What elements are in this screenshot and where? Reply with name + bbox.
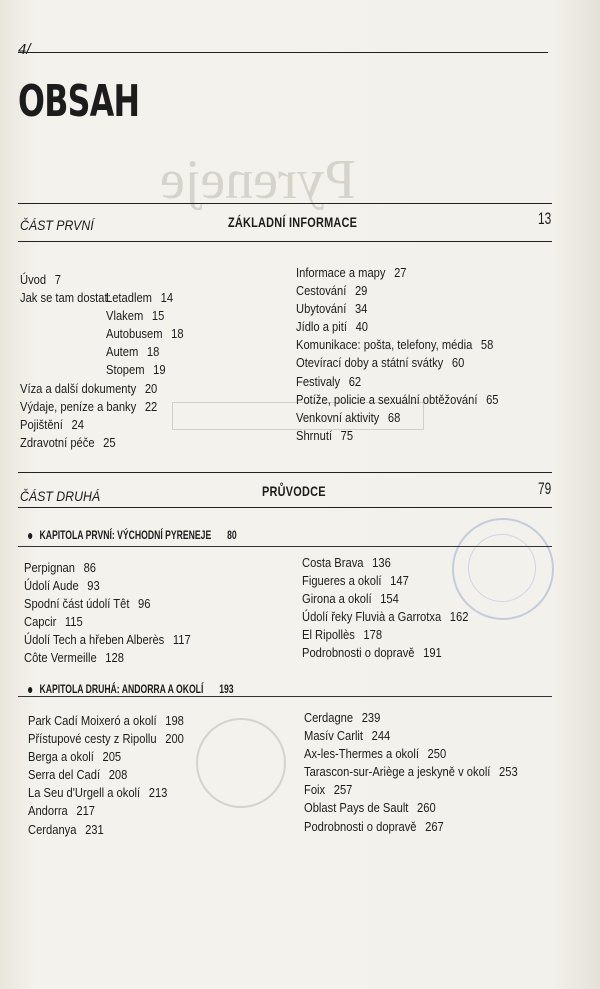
entry-page: 96 (138, 596, 151, 612)
toc-entry[interactable] (106, 308, 184, 326)
chapter2-rule (18, 696, 552, 697)
entry-title: Tarascon-sur-Ariège a jeskyně v okolí (304, 764, 491, 780)
entry-title: Ubytování (296, 301, 347, 317)
entry-title: Komunikace: pošta, telefony, média (296, 337, 473, 353)
entry-title: Stopem (106, 362, 145, 378)
chapter-title: KAPITOLA PRVNÍ: VÝCHODNÍ PYRENEJE (39, 528, 212, 542)
toc-entry[interactable] (296, 337, 499, 355)
entry-page: 20 (144, 380, 158, 396)
chapter1-right-column (302, 555, 468, 664)
entry-title: Vlakem (106, 308, 144, 324)
entry-title: Cestování (296, 283, 347, 299)
part1-label: ČÁST PRVNÍ (20, 217, 94, 233)
entry-title: Côte Vermeille (24, 650, 97, 666)
toc-entry[interactable] (24, 650, 191, 668)
entry-title: Úvod (20, 272, 47, 287)
entry-title: Oblast Pays de Sault (304, 800, 409, 816)
toc-entry[interactable] (24, 578, 191, 596)
toc-entry[interactable] (296, 265, 499, 283)
toc-entry[interactable] (20, 435, 184, 453)
bullet-icon (28, 687, 32, 693)
travel-list (106, 290, 184, 380)
toc-entry[interactable] (304, 764, 518, 782)
entry-page: 239 (361, 710, 381, 725)
toc-entry[interactable] (296, 301, 499, 319)
entry-page: 60 (451, 355, 465, 371)
entry-title: Venkovní aktivity (296, 409, 380, 425)
toc-entry[interactable] (302, 591, 468, 609)
entry-page: 244 (371, 728, 391, 744)
entry-page: 40 (355, 319, 369, 335)
entry-title: Podrobnosti o dopravě (304, 818, 417, 834)
entry-title: Jídlo a pití (296, 319, 347, 335)
entry-title: Informace a mapy (296, 265, 386, 280)
entry-page: 24 (71, 416, 84, 432)
part2-top-rule (18, 472, 552, 473)
chapter2-heading[interactable] (28, 682, 234, 696)
entry-title: Festivaly (296, 373, 341, 389)
entry-title: Údolí Tech a hřeben Alberès (24, 632, 165, 648)
entry-title: Výdaje, peníze a banky (20, 398, 137, 414)
toc-entry[interactable] (28, 767, 184, 785)
entry-title: Podrobnosti o dopravě (302, 645, 415, 661)
toc-entry[interactable] (304, 819, 518, 837)
entry-page: 75 (340, 427, 354, 443)
entry-page: 86 (83, 560, 97, 575)
entry-title: Zdravotní péče (20, 434, 95, 450)
part1-top-rule (18, 203, 552, 204)
entry-page: 15 (151, 308, 165, 324)
entry-page: 7 (54, 272, 61, 287)
toc-entry[interactable] (106, 344, 184, 362)
header-rule (18, 52, 548, 53)
toc-entry[interactable] (24, 560, 191, 578)
entry-page: 128 (105, 650, 124, 666)
entry-title: Víza a další dokumenty (20, 380, 137, 396)
part1-bottom-rule (18, 241, 552, 242)
toc-entry[interactable] (24, 632, 191, 650)
toc-entry[interactable] (28, 785, 184, 803)
entry-page: 260 (417, 800, 436, 816)
part1-right-column (296, 265, 499, 446)
toc-entry[interactable] (304, 728, 518, 746)
travel-label: Jak se tam dostat: (20, 290, 111, 306)
entry-page: 25 (103, 434, 116, 450)
entry-page: 147 (390, 573, 409, 589)
entry-page: 200 (165, 731, 184, 747)
entry-page: 115 (64, 614, 83, 630)
part2-heading: PRŮVODCE (262, 483, 326, 499)
toc-entry[interactable] (304, 710, 518, 728)
bleed-through-title: Pyreneje (160, 149, 356, 211)
toc-entry[interactable] (106, 290, 184, 308)
chapter-page: 80 (227, 528, 237, 542)
entry-page: 22 (144, 398, 158, 414)
entry-title: Shrnutí (296, 427, 333, 443)
part2-bottom-rule (18, 507, 552, 508)
entry-title: Cerdanya (28, 821, 77, 837)
entry-title: Údolí řeky Fluvià a Garrotxa (302, 609, 442, 625)
toc-entry[interactable] (20, 417, 184, 435)
entry-page: 34 (354, 301, 368, 317)
entry-title: Cerdagne (304, 710, 354, 725)
entry-title: Autem (106, 344, 139, 360)
chapter1-heading[interactable] (28, 528, 237, 542)
chapter-page: 193 (219, 682, 234, 696)
toc-entry[interactable] (302, 609, 468, 627)
entry-page: 217 (76, 803, 96, 819)
entry-page: 154 (380, 591, 399, 607)
entry-title: Serra del Cadí (28, 767, 101, 783)
entry-page: 257 (333, 782, 353, 798)
entry-page: 29 (354, 283, 368, 299)
toc-entry[interactable] (296, 392, 499, 410)
toc-entry[interactable] (24, 614, 191, 632)
toc-entry[interactable] (304, 746, 518, 764)
travel-group (20, 290, 184, 380)
entry-title: Capcir (24, 614, 57, 630)
entry-page: 250 (427, 746, 447, 762)
entry-page: 58 (480, 337, 494, 353)
part2-label: ČÁST DRUHÁ (20, 488, 101, 504)
chapter-title: KAPITOLA DRUHÁ: ANDORRA A OKOLÍ (39, 682, 204, 696)
entry-page: 93 (87, 578, 100, 594)
entry-title: Přístupové cesty z Ripollu (28, 731, 157, 747)
part1-heading: ZÁKLADNÍ INFORMACE (228, 214, 358, 230)
entry-title: Park Cadí Moixeró a okolí (28, 713, 157, 728)
entry-title: Foix (304, 782, 326, 798)
entry-page: 62 (348, 373, 362, 389)
entry-title: Pojištění (20, 416, 63, 432)
entry-page: 191 (423, 645, 442, 661)
entry-title: Autobusem (106, 326, 163, 342)
entry-page: 117 (172, 632, 191, 648)
part2-page: 79 (538, 479, 552, 498)
entry-page: 68 (387, 409, 401, 425)
entry-title: Ax-les-Thermes a okolí (304, 746, 419, 762)
entry-page: 27 (394, 265, 407, 280)
page-number: 4/ (18, 41, 31, 58)
toc-entry[interactable] (296, 428, 499, 446)
entry-title: Perpignan (24, 560, 75, 575)
toc-entry[interactable] (302, 573, 468, 591)
entry-page: 253 (499, 764, 518, 780)
part1-page: 13 (538, 209, 552, 228)
entry-title: Girona a okolí (302, 591, 372, 607)
toc-entry[interactable] (28, 731, 184, 749)
toc-entry[interactable] (302, 627, 468, 645)
toc-entry[interactable] (24, 596, 191, 614)
entry-title: Potíže, policie a sexuální obtěžování (296, 391, 478, 407)
toc-entry[interactable] (28, 822, 184, 840)
toc-entry[interactable] (106, 326, 184, 344)
entry-page: 65 (486, 391, 499, 407)
toc-entry[interactable] (304, 782, 518, 800)
entry-title: Berga a okolí (28, 749, 94, 765)
toc-entry[interactable] (296, 374, 499, 392)
entry-page: 208 (108, 767, 128, 783)
toc-entry[interactable] (296, 283, 499, 301)
chapter1-left-column (24, 560, 191, 669)
entry-page: 136 (372, 555, 391, 570)
entry-page: 205 (102, 749, 122, 765)
entry-page: 18 (171, 326, 184, 342)
entry-title: Masív Carlit (304, 728, 364, 744)
entry-title: Costa Brava (302, 555, 364, 570)
page-title: OBSAH (18, 76, 140, 127)
entry-page: 231 (85, 821, 104, 837)
entry-title: Údolí Aude (24, 578, 79, 594)
entry-title: La Seu d'Urgell a okolí (28, 785, 141, 801)
part1-left-column (20, 272, 184, 453)
toc-entry[interactable] (296, 410, 499, 428)
toc-entry[interactable] (304, 800, 518, 818)
toc-entry[interactable] (20, 399, 184, 417)
entry-page: 14 (160, 290, 174, 306)
entry-page: 19 (153, 362, 166, 378)
entry-title: Andorra (28, 803, 68, 819)
toc-entry[interactable] (302, 645, 468, 663)
toc-entry[interactable] (296, 319, 499, 337)
chapter2-right-column (304, 710, 518, 837)
entry-title: Letadlem (106, 290, 152, 306)
toc-entry[interactable] (20, 381, 184, 399)
toc-entry[interactable] (106, 362, 184, 380)
entry-page: 213 (148, 785, 168, 801)
entry-page: 162 (449, 609, 469, 625)
toc-entry[interactable] (296, 355, 499, 373)
toc-entry[interactable] (28, 803, 184, 821)
entry-page: 178 (363, 627, 383, 643)
entry-title: Spodní část údolí Têt (24, 596, 130, 612)
entry-title: Otevírací doby a státní svátky (296, 355, 444, 371)
entry-title: El Ripollès (302, 627, 355, 643)
toc-entry[interactable] (28, 713, 184, 731)
chapter1-rule (18, 546, 552, 547)
entry-page: 267 (425, 818, 444, 834)
toc-entry[interactable] (302, 555, 468, 573)
bullet-icon (28, 533, 32, 539)
bleed-through-seal (196, 718, 286, 808)
entry-title: Figueres a okolí (302, 573, 382, 589)
entry-page: 18 (146, 344, 160, 360)
toc-entry[interactable] (20, 272, 184, 290)
toc-entry[interactable] (28, 749, 184, 767)
entry-page: 198 (165, 713, 184, 728)
chapter2-left-column (28, 713, 184, 840)
